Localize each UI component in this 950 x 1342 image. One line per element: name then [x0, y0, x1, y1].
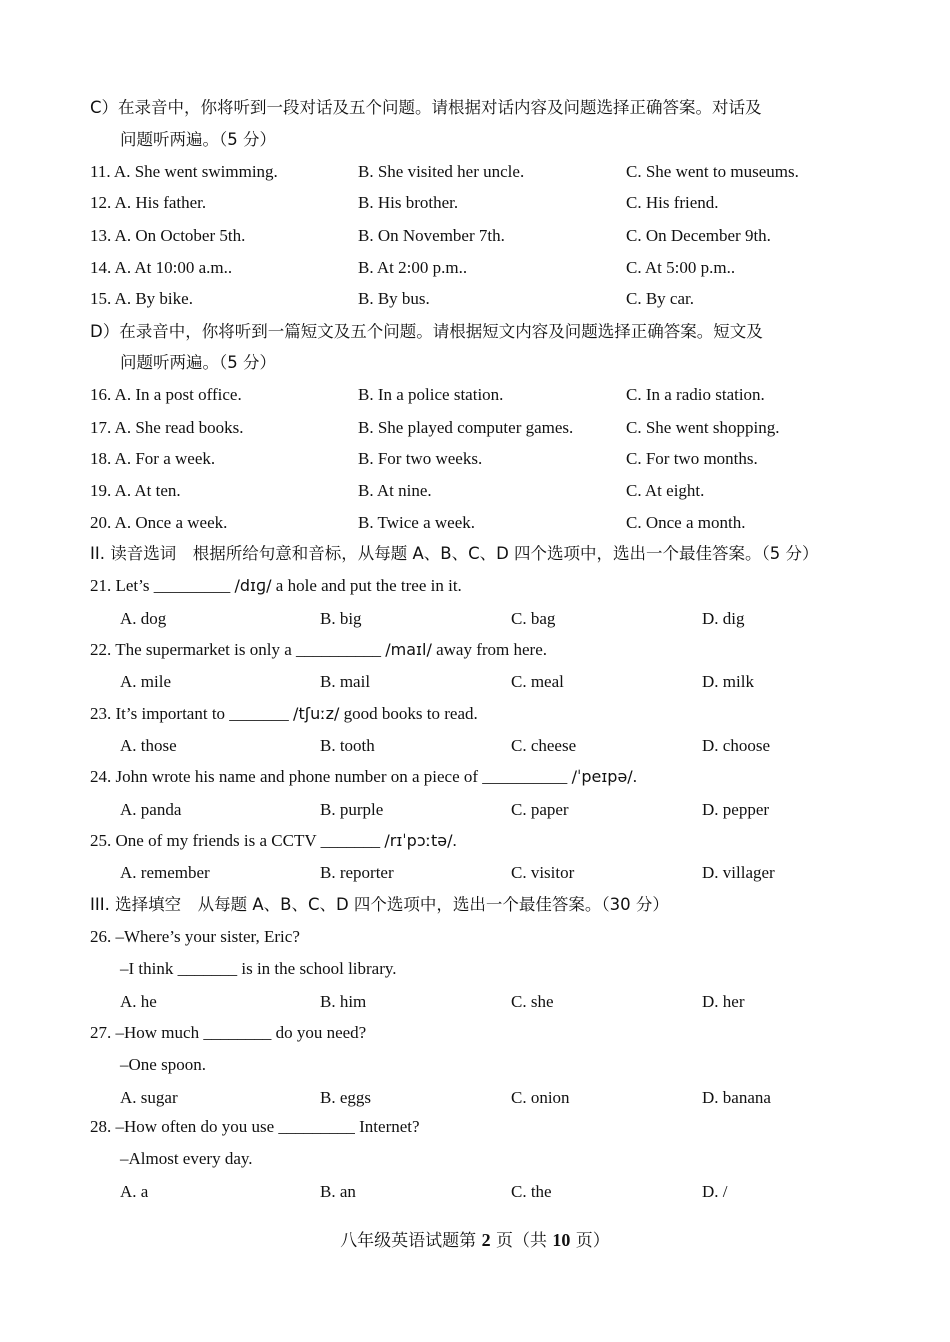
phonetic-symbol: /ˈpeɪpə/	[571, 767, 633, 786]
phonetic-symbol: /maɪl/	[385, 640, 432, 659]
option-b: B. She played computer games.	[358, 418, 574, 437]
option-c: C. onion	[511, 1088, 570, 1107]
option-d: D. milk	[702, 672, 754, 691]
question-stem: 22. The supermarket is only a __________ /maɪl/ away from here.	[90, 640, 547, 659]
phonetic-symbol: /dɪɡ/	[234, 576, 272, 595]
option-c: C. the	[511, 1182, 552, 1201]
option-b: B. an	[320, 1182, 356, 1201]
option-a: 18. A. For a week.	[90, 449, 216, 468]
option-a: A. a	[120, 1182, 149, 1201]
option-b: B. His brother.	[358, 193, 459, 212]
option-a: 13. A. On October 5th.	[90, 226, 246, 245]
question-response: –One spoon.	[120, 1055, 206, 1074]
section-c-instruction-cont: 问题听两遍。（5 分）	[120, 130, 276, 149]
option-a: 11. A. She went swimming.	[90, 162, 278, 181]
option-b: B. By bus.	[358, 289, 430, 308]
option-d: D. pepper	[702, 800, 770, 819]
option-a: 16. A. In a post office.	[90, 385, 242, 404]
option-a: A. those	[120, 736, 177, 755]
question-stem: 27. –How much ________ do you need?	[90, 1023, 367, 1042]
option-b: B. mail	[320, 672, 371, 691]
option-a: A. dog	[120, 609, 167, 628]
option-b: B. On November 7th.	[358, 226, 505, 245]
option-a: 12. A. His father.	[90, 193, 207, 212]
option-b: B. At nine.	[358, 481, 432, 500]
option-c: C. visitor	[511, 863, 575, 882]
question-stem: 23. It’s important to _______ /tʃuːz/ good books to read.	[90, 704, 478, 723]
page-total: 10	[552, 1230, 571, 1250]
option-a: 20. A. Once a week.	[90, 513, 228, 532]
option-c: C. For two months.	[626, 449, 758, 468]
option-d: D. /	[702, 1182, 728, 1201]
section-d-instruction-cont: 问题听两遍。（5 分）	[120, 353, 276, 372]
question-stem: 26. –Where’s your sister, Eric?	[90, 927, 300, 946]
question-stem: 24. John wrote his name and phone number on a piece of __________ /ˈpeɪpə/.	[90, 767, 637, 786]
option-d: D. her	[702, 992, 745, 1011]
option-a: 19. A. At ten.	[90, 481, 181, 500]
option-b: B. In a police station.	[358, 385, 504, 404]
option-a: A. remember	[120, 863, 210, 882]
option-d: D. banana	[702, 1088, 771, 1107]
option-b: B. At 2:00 p.m..	[358, 258, 468, 277]
phonetic-symbol: /rɪˈpɔːtə/	[384, 831, 453, 850]
option-c: C. she	[511, 992, 554, 1011]
option-c: C. She went shopping.	[626, 418, 780, 437]
option-c: C. On December 9th.	[626, 226, 771, 245]
option-a: 17. A. She read books.	[90, 418, 244, 437]
option-b: B. Twice a week.	[358, 513, 475, 532]
option-b: B. big	[320, 609, 362, 628]
option-b: B. She visited her uncle.	[358, 162, 525, 181]
option-c: C. paper	[511, 800, 569, 819]
section-iii-instruction: III. 选择填空 从每题 A、B、C、D 四个选项中，选出一个最佳答案。（30 分）	[90, 895, 669, 914]
option-a: 14. A. At 10:00 a.m..	[90, 258, 233, 277]
option-b: B. him	[320, 992, 367, 1011]
option-b: B. eggs	[320, 1088, 371, 1107]
option-c: C. By car.	[626, 289, 694, 308]
option-a: 15. A. By bike.	[90, 289, 193, 308]
option-b: B. For two weeks.	[358, 449, 483, 468]
option-b: B. tooth	[320, 736, 375, 755]
question-response: –Almost every day.	[120, 1149, 253, 1168]
option-b: B. reporter	[320, 863, 394, 882]
option-a: A. he	[120, 992, 157, 1011]
option-c: C. His friend.	[626, 193, 719, 212]
option-c: C. At 5:00 p.m..	[626, 258, 736, 277]
section-ii-instruction: II. 读音选词 根据所给句意和音标，从每题 A、B、C、D 四个选项中，选出一个最佳答案。（5 分）	[90, 544, 819, 563]
option-c: C. bag	[511, 609, 556, 628]
option-a: A. panda	[120, 800, 182, 819]
option-b: B. purple	[320, 800, 384, 819]
option-c: C. At eight.	[626, 481, 705, 500]
option-d: D. choose	[702, 736, 770, 755]
phonetic-symbol: /tʃuːz/	[293, 704, 340, 723]
option-c: C. She went to museums.	[626, 162, 799, 181]
option-c: C. meal	[511, 672, 564, 691]
section-d-instruction: D）在录音中，你将听到一篇短文及五个问题。请根据短文内容及问题选择正确答案。短文及	[90, 322, 763, 341]
question-stem: 25. One of my friends is a CCTV _______ /rɪˈpɔːtə/.	[90, 831, 457, 850]
option-a: A. mile	[120, 672, 171, 691]
option-d: D. villager	[702, 863, 775, 882]
question-stem: 28. –How often do you use _________ Internet?	[90, 1117, 420, 1136]
option-c: C. In a radio station.	[626, 385, 765, 404]
page-footer: 八年级英语试题第 2 页（共 10 页）	[340, 1230, 610, 1251]
option-c: C. Once a month.	[626, 513, 746, 532]
option-a: A. sugar	[120, 1088, 178, 1107]
question-response: –I think _______ is in the school library.	[120, 959, 397, 978]
section-c-instruction: C）在录音中，你将听到一段对话及五个问题。请根据对话内容及问题选择正确答案。对话及	[90, 98, 762, 117]
option-c: C. cheese	[511, 736, 577, 755]
page-number: 2	[481, 1230, 491, 1250]
question-stem: 21. Let’s _________ /dɪɡ/ a hole and put the tree in it.	[90, 576, 462, 595]
option-d: D. dig	[702, 609, 745, 628]
